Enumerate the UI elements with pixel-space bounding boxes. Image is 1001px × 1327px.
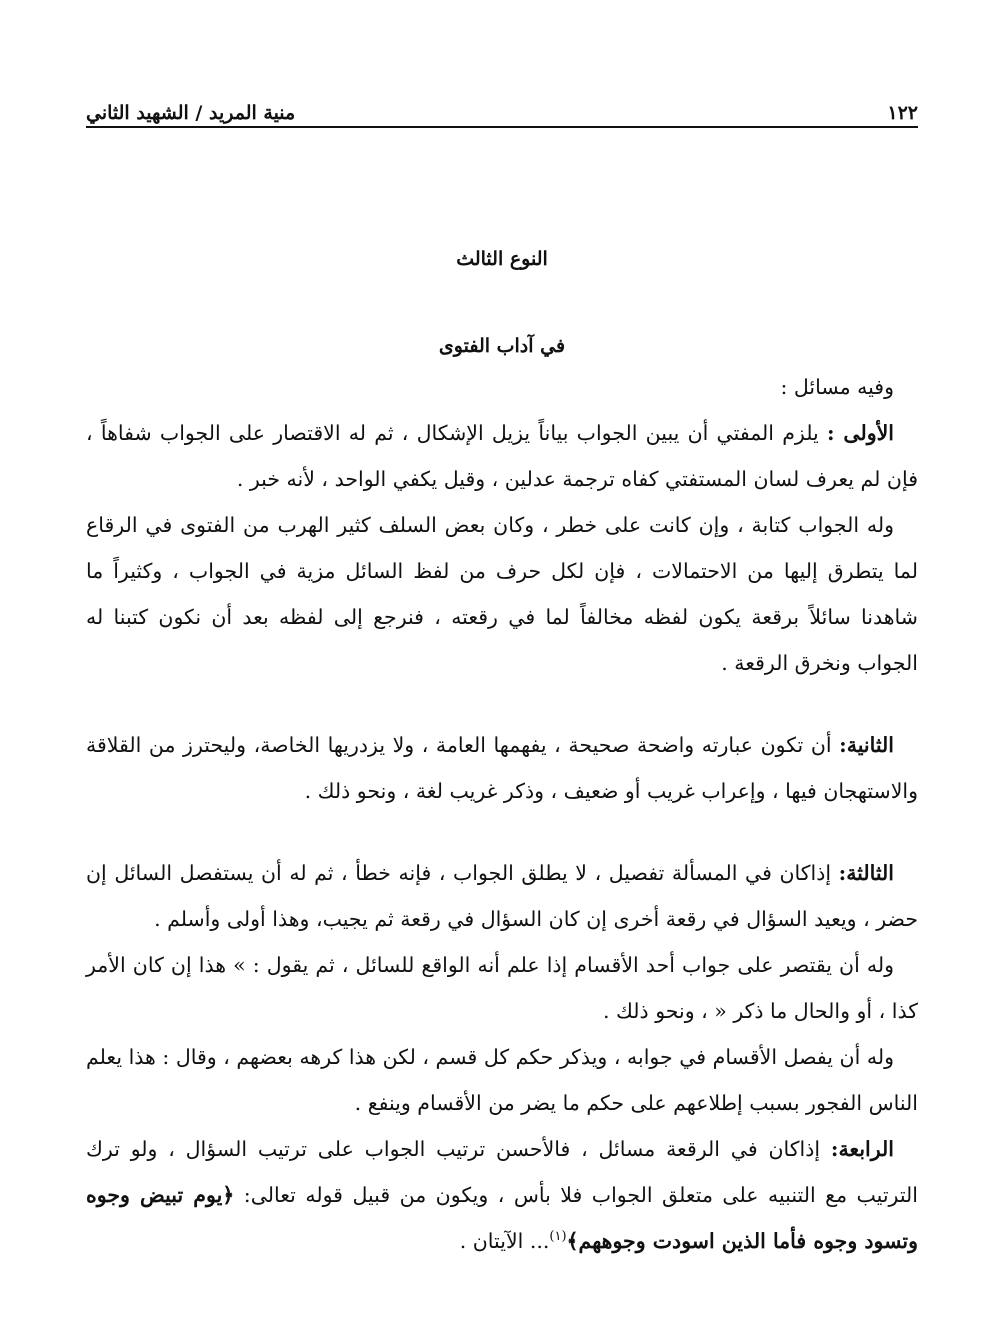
paragraph-third (86, 850, 918, 942)
page-header (86, 88, 918, 124)
paragraph-third-b: وله أن يقتصر على جواب أحد الأقسام إذا علم أنه الواقع للسائل ، ثم يقول : » هذا إن كان الأمر كذا ، أو والحال ما ذكر « ، ونحو ذلك . (86, 953, 918, 1023)
paragraph-fourth (86, 1126, 918, 1264)
first-text: يلزم المفتي أن يبين الجواب بياناً يزيل الإشكال ، ثم له الاقتصار على الجواب شفاهاً ، فإن لم يعرف لسان المستفتي كفاه ترجمة عدلين ، وقيل يكفي الواحد ، لأنه خبر . (86, 421, 918, 491)
third-text: إذاكان في المسألة تفصيل ، لا يطلق الجواب ، فإنه خطأ ، ثم له أن يستفصل السائل إن حضر ، ويعيد السؤال في رقعة أخرى إن كان السؤال في رقعة ثم يجيب، وهذا أولى وأسلم . (86, 861, 918, 931)
fourth-lead: الرابعة: (830, 1137, 894, 1161)
section-subtitle: في آداب الفتوى (438, 335, 566, 357)
footnote-marker: (١) (549, 1229, 567, 1245)
second-lead: الثانية: (839, 733, 894, 757)
fourth-text-end: ... الآيتان . (459, 1229, 550, 1253)
paragraph-first (86, 410, 918, 502)
fourth-text: إذاكان في الرقعة مسائل ، فالأحسن ترتيب الجواب على ترتيب السؤال ، ولو ترك الترتيب مع التنبيه على متعلق الجواب فلا بأس ، ويكون من قبيل قوله تعالى: (86, 1137, 918, 1207)
paragraph-third-c: وله أن يفصل الأقسام في جوابه ، ويذكر حكم كل قسم ، لكن هذا كرهه بعضهم ، وقال : هذا يعلم الناس الفجور بسبب إطلاعهم على حكم ما يضر من الأقسام وينفع . (86, 1045, 918, 1115)
paragraph-first-continued: وله الجواب كتابة ، وإن كانت على خطر ، وكان بعض السلف كثير الهرب من الفتوى في الرقاع لما يتطرق إليها من الاحتمالات ، فإن لكل حرف من لفظ السائل مزية في الجواب ، وكثيراً ما شاهدنا سائلاً برقعة يكون لفظه مخالفاً لما في رقعته ، فنرجع إلى لفظه بعد أن نكون كتبنا له الجواب ونخرق الرقعة . (86, 513, 918, 675)
header-rule (86, 126, 918, 128)
third-lead: الثالثة: (838, 861, 894, 885)
quran-verse: ﴿يوم تبيض وجوه وتسود وجوه فأما الذين اسودت وجوههم﴾ (86, 1183, 918, 1253)
intro-line: وفيه مسائل : (780, 375, 894, 399)
first-lead: الأولى : (826, 421, 894, 445)
paragraph-second (86, 722, 918, 814)
body-text (86, 364, 918, 1264)
section-heading: النوع الثالث (456, 248, 548, 270)
page-number: ١٢٢ (887, 102, 918, 124)
second-text: أن تكون عبارته واضحة صحيحة ، يفهمها العامة ، ولا يزدريها الخاصة، وليحترز من القلاقة والاستهجان فيها ، وإعراب غريب أو ضعيف ، وذكر غريب لغة ، ونحو ذلك . (86, 733, 918, 803)
running-title: منية المريد / الشهيد الثاني (86, 102, 296, 124)
